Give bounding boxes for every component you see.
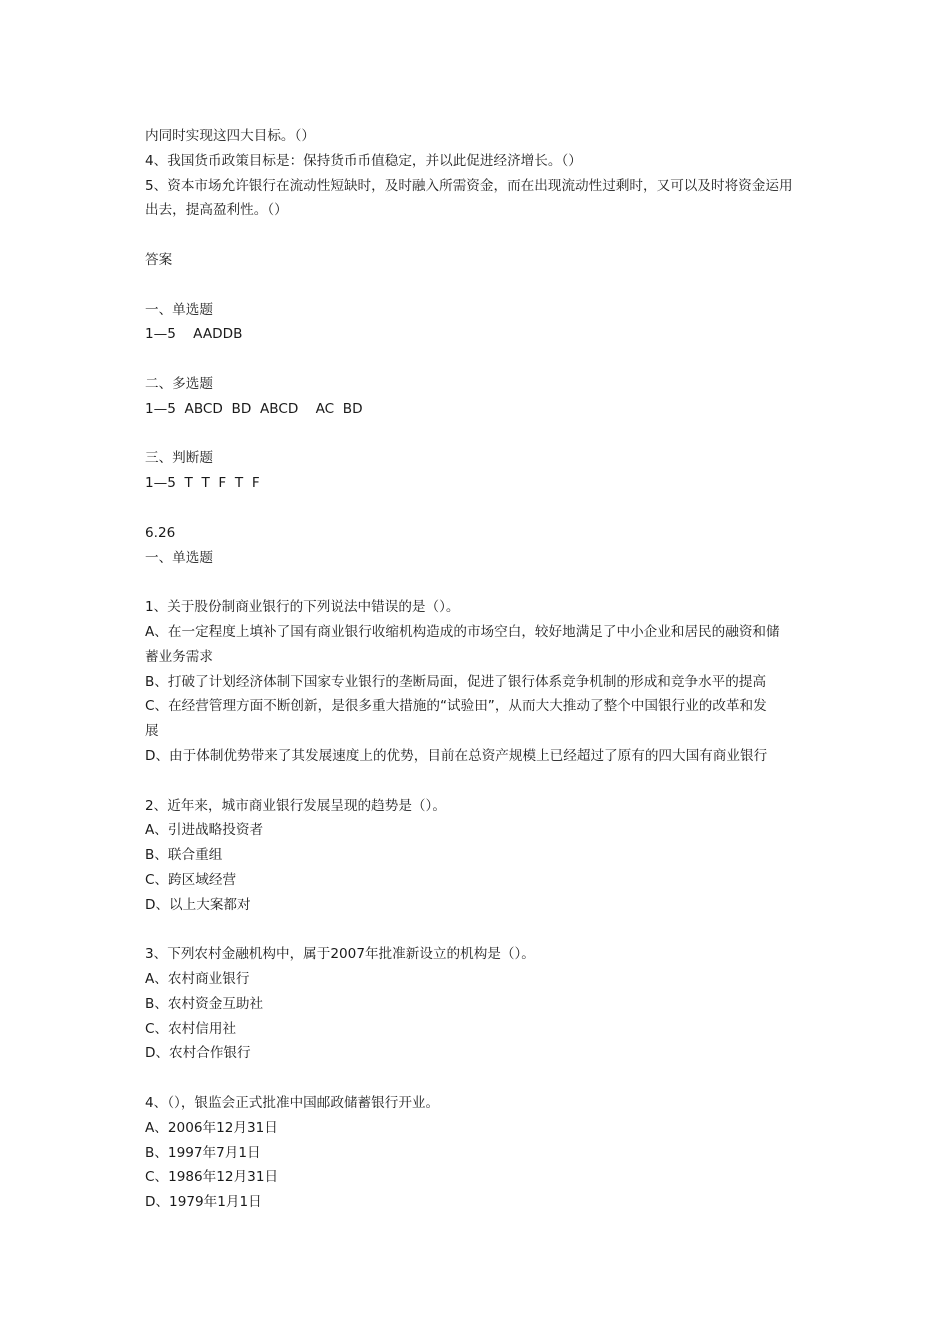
- answers-single: 1—5 AADDB: [145, 326, 243, 343]
- text-line: 内同时实现这四大目标。（）: [145, 128, 315, 144]
- option-b: B、农村资金互助社: [145, 995, 264, 1012]
- text-line: 5、资本市场允许银行在流动性短缺时，及时融入所需资金，而在出现流动性过剩时，又可以及时将资金运用: [145, 177, 793, 194]
- answers-judge-heading: 三、判断题: [145, 450, 213, 467]
- option-b: B、1997年7月1日: [145, 1144, 261, 1161]
- question-stem: 2、近年来，城市商业银行发展呈现的趋势是（）。: [145, 797, 446, 814]
- answers-heading: 答案: [145, 251, 173, 268]
- question-1: [145, 595, 810, 769]
- document-page: [145, 124, 810, 1215]
- blank-line: [145, 422, 810, 447]
- option-d: D、由于体制优势带来了其发展速度上的优势，目前在总资产规模上已经超过了原有的四大国有商业银行: [145, 747, 768, 764]
- answers-multi-heading: 二、多选题: [145, 375, 213, 392]
- question-stem: 4、（），银监会正式批准中国邮政储蓄银行开业。: [145, 1095, 440, 1112]
- blank-line: [145, 273, 810, 298]
- option-d: D、以上大案都对: [145, 896, 251, 913]
- option-b: B、打破了计划经济体制下国家专业银行的垄断局面，促进了银行体系竞争机制的形成和竞争水平的提高: [145, 673, 767, 690]
- section-heading: 一、单选题: [145, 549, 213, 566]
- question-4: [145, 1091, 810, 1215]
- question-3: [145, 942, 810, 1066]
- blank-line: [145, 769, 810, 794]
- option-c: C、1986年12月31日: [145, 1169, 279, 1186]
- blank-line: [145, 570, 810, 595]
- option-a: A、在一定程度上填补了国有商业银行收缩机构造成的市场空白，较好地满足了中小企业和居民的融资和储: [145, 623, 780, 640]
- blank-line: [145, 1066, 810, 1091]
- answers-multi: 1—5 ABCD BD ABCD AC BD: [145, 400, 363, 417]
- option-d: D、1979年1月1日: [145, 1194, 262, 1211]
- option-a: A、引进战略投资者: [145, 822, 264, 839]
- question-2: [145, 794, 810, 918]
- blank-line: [145, 496, 810, 521]
- blank-line: [145, 223, 810, 248]
- option-b: B、联合重组: [145, 847, 223, 864]
- option-a: A、农村商业银行: [145, 971, 250, 988]
- answers-single-heading: 一、单选题: [145, 301, 213, 318]
- option-a-cont: 蓄业务需求: [145, 648, 213, 665]
- option-c: C、在经营管理方面不断创新，是很多重大措施的“试验田”，从而大大推动了整个中国银行业的改革和发: [145, 698, 767, 715]
- blank-line: [145, 918, 810, 943]
- option-c: C、农村信用社: [145, 1020, 237, 1037]
- date-heading: 6.26: [145, 524, 176, 541]
- option-c: C、跨区域经营: [145, 871, 237, 888]
- text-line: 出去，提高盈利性。（）: [145, 202, 288, 219]
- option-d: D、农村合作银行: [145, 1045, 251, 1062]
- question-stem: 1、关于股份制商业银行的下列说法中错误的是（）。: [145, 599, 460, 616]
- answers-judge: 1—5 T T F T F: [145, 475, 260, 492]
- option-c-cont: 展: [145, 723, 159, 740]
- text-line: 4、我国货币政策目标是：保持货币币值稳定，并以此促进经济增长。（）: [145, 152, 582, 169]
- blank-line: [145, 347, 810, 372]
- option-a: A、2006年12月31日: [145, 1119, 278, 1136]
- question-stem: 3、下列农村金融机构中，属于2007年批准新设立的机构是（）。: [145, 946, 535, 963]
